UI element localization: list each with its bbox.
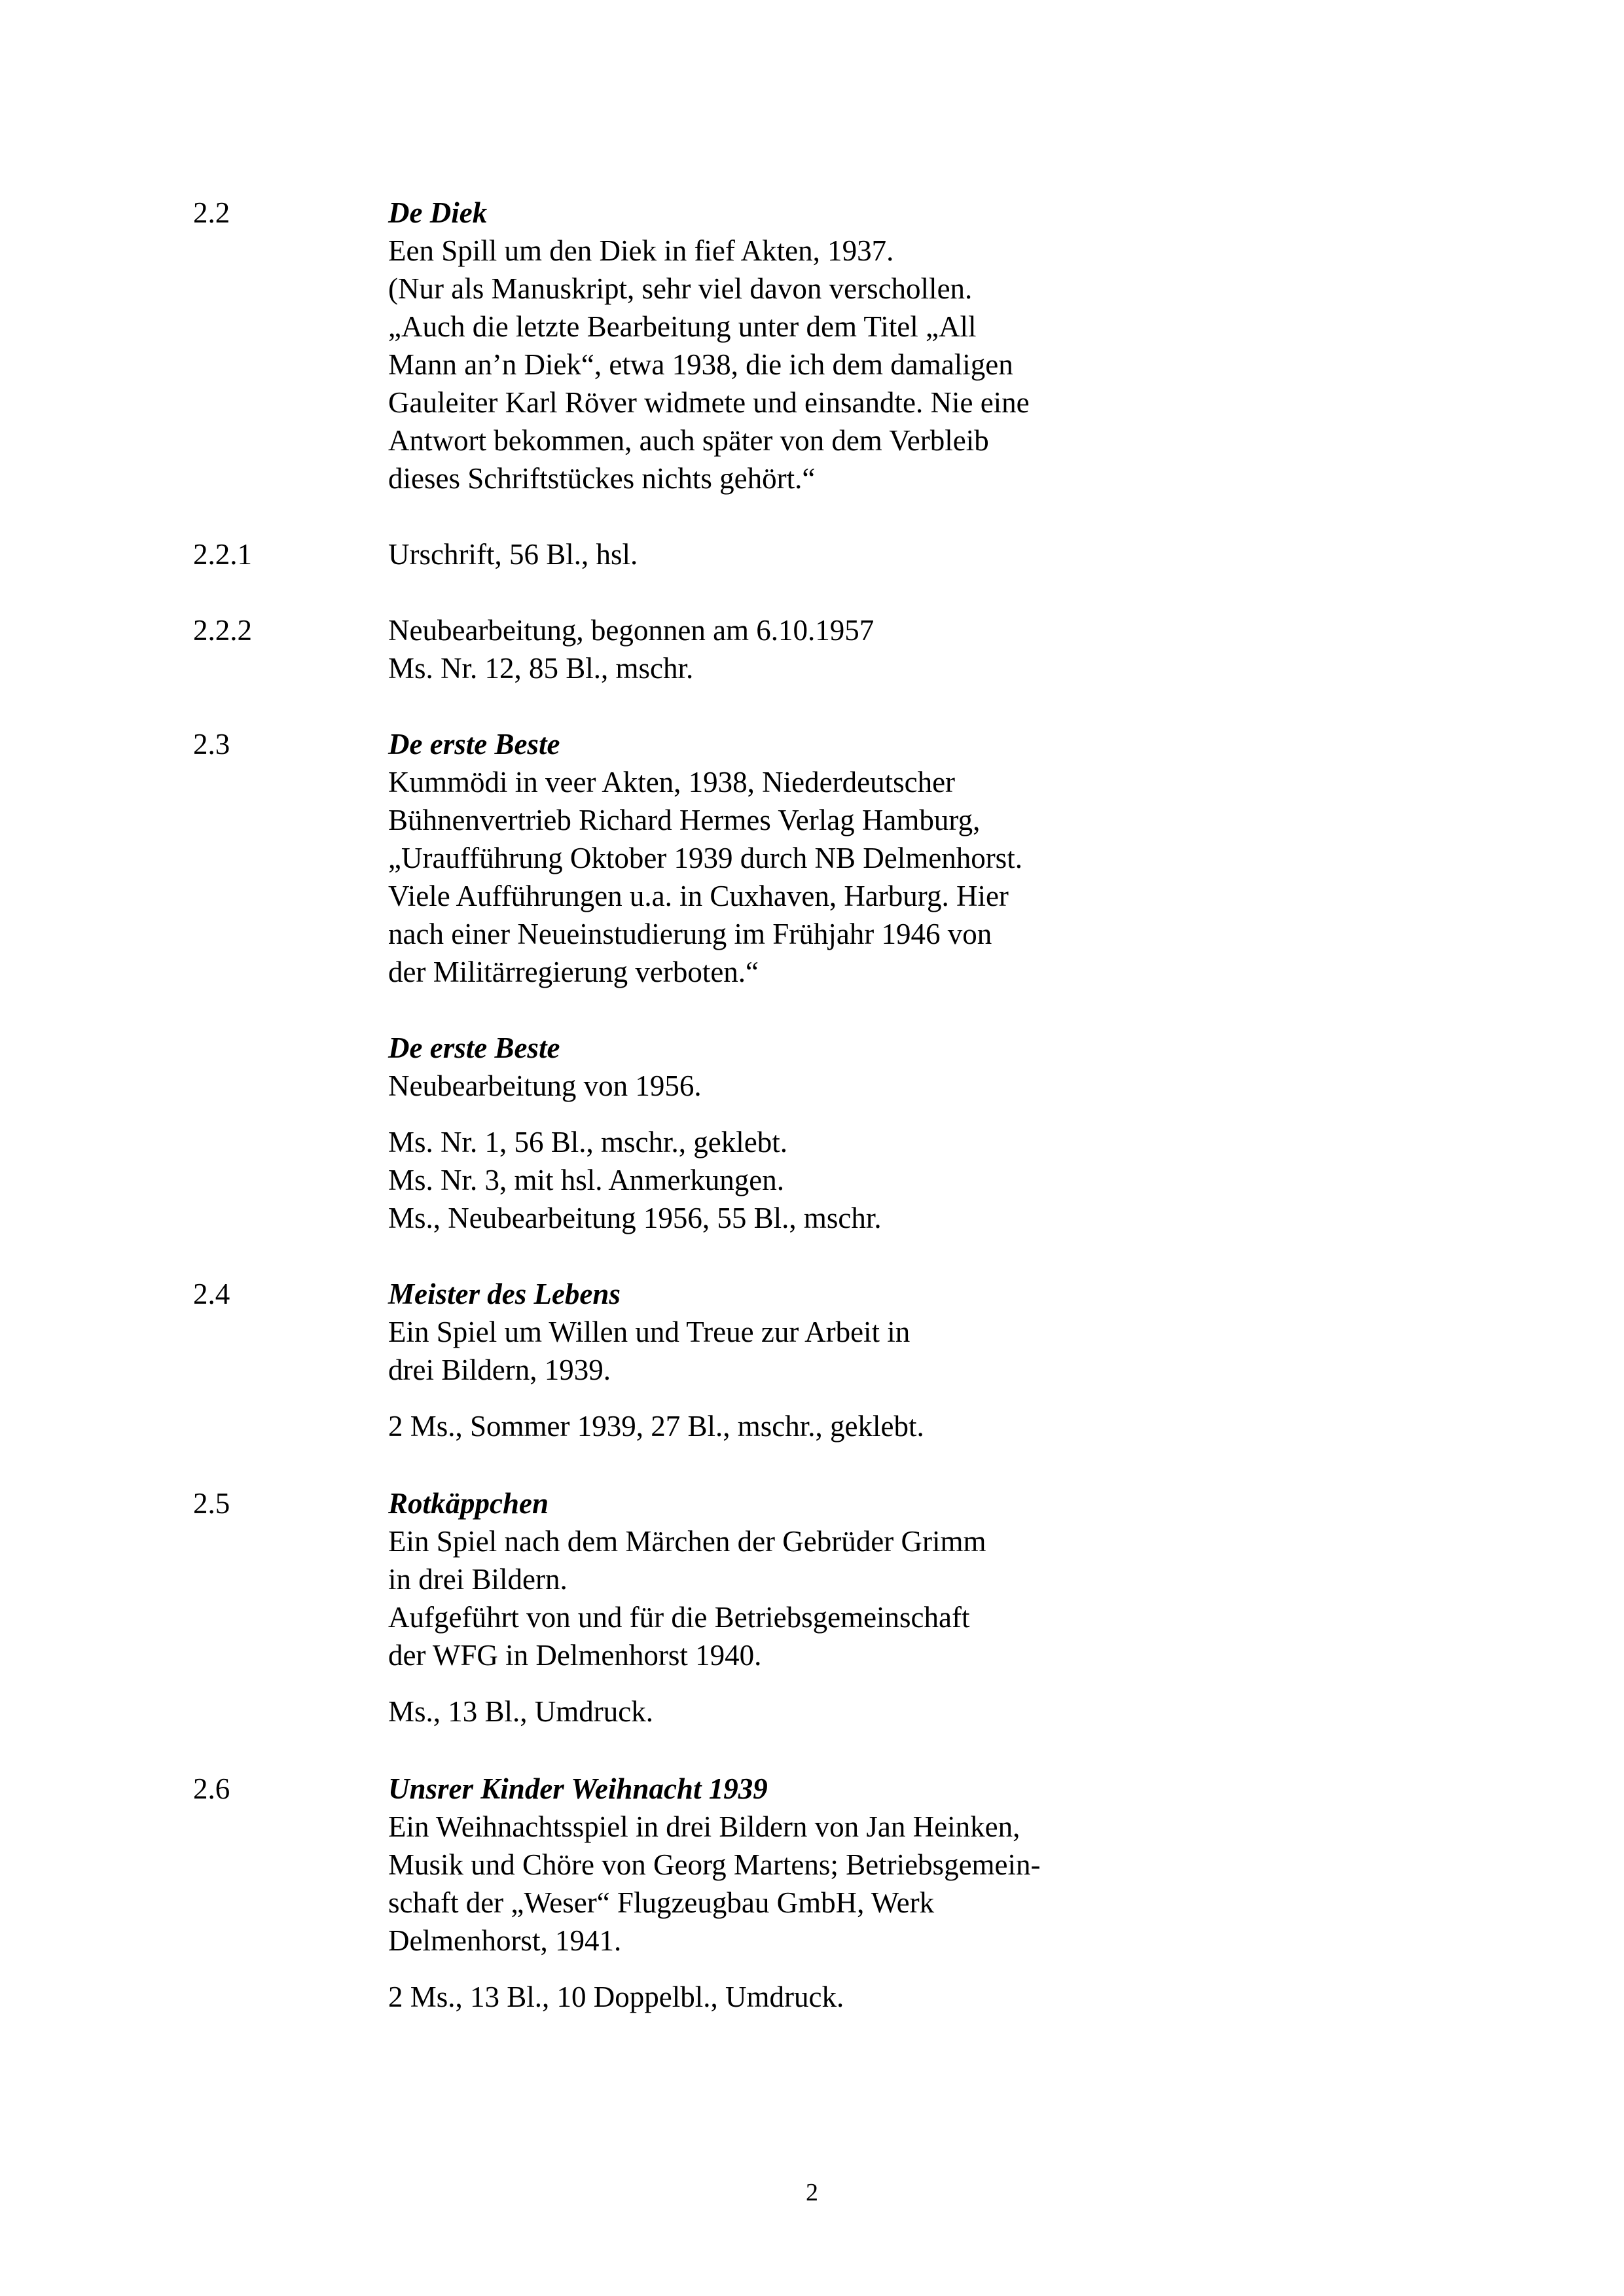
entry-body bbox=[388, 725, 1175, 1237]
entry-text-line: drei Bildern, 1939. bbox=[388, 1354, 611, 1386]
entry-text-line: nach einer Neueinstudierung im Frühjahr 1946 von bbox=[388, 918, 992, 950]
entry-text-line: (Nur als Manuskript, sehr viel davon verschollen. bbox=[388, 272, 973, 305]
entry-text-line: Ein Weihnachtsspiel in drei Bildern von Jan Heinken, bbox=[388, 1810, 1020, 1843]
catalog-entry-2-2-2 bbox=[193, 611, 1175, 687]
entry-copy-line: Ms., 13 Bl., Umdruck. bbox=[388, 1695, 653, 1728]
catalog-list bbox=[193, 194, 1175, 2016]
entry-number: 2.4 bbox=[193, 1278, 230, 1310]
entry-copy-line: 2 Ms., Sommer 1939, 27 Bl., mschr., geklebt. bbox=[388, 1410, 924, 1443]
catalog-entry-2-2-1 bbox=[193, 535, 1175, 573]
entry-copy-line: Ms. Nr. 3, mit hsl. Anmerkungen. bbox=[388, 1164, 784, 1196]
entry-text-line: „Auch die letzte Bearbeitung unter dem Titel „All bbox=[388, 310, 977, 343]
entry-text-line: Urschrift, 56 Bl., hsl. bbox=[388, 538, 638, 571]
entry-title: Meister des Lebens bbox=[388, 1278, 621, 1310]
entry-copy-line: 2 Ms., 13 Bl., 10 Doppelbl., Umdruck. bbox=[388, 1981, 844, 2013]
entry-title: Unsrer Kinder Weihnacht 1939 bbox=[388, 1772, 768, 1805]
entry-body bbox=[388, 1770, 1175, 2016]
entry-copy-line: Ms., Neubearbeitung 1956, 55 Bl., mschr. bbox=[388, 1202, 882, 1234]
entry-text-line: Bühnenvertrieb Richard Hermes Verlag Hamburg, bbox=[388, 804, 981, 836]
entry-text-line: Kummödi in veer Akten, 1938, Niederdeutscher bbox=[388, 766, 956, 798]
entry-body bbox=[388, 1275, 1175, 1445]
entry-title: De erste Beste bbox=[388, 728, 560, 761]
catalog-entry-2-4 bbox=[193, 1275, 1175, 1445]
entry-text-line: Gauleiter Karl Röver widmete und einsandte. Nie eine bbox=[388, 386, 1030, 419]
entry-text-line: in drei Bildern. bbox=[388, 1563, 568, 1596]
entry-text-line: Viele Aufführungen u.a. in Cuxhaven, Harburg. Hier bbox=[388, 880, 1009, 912]
entry-text-line: schaft der „Weser“ Flugzeugbau GmbH, Werk bbox=[388, 1886, 935, 1919]
entry-number: 2.5 bbox=[193, 1487, 230, 1520]
entry-text-line: Ein Spiel um Willen und Treue zur Arbeit in bbox=[388, 1316, 911, 1348]
entry-number: 2.6 bbox=[193, 1772, 230, 1805]
entry-body bbox=[388, 611, 1175, 687]
catalog-entry-2-6 bbox=[193, 1770, 1175, 2016]
entry-number: 2.2.1 bbox=[193, 538, 252, 571]
entry-text-line: Antwort bekommen, auch später von dem Verbleib bbox=[388, 424, 989, 457]
entry-text-line: dieses Schriftstückes nichts gehört.“ bbox=[388, 462, 816, 495]
entry-text-line: „Uraufführung Oktober 1939 durch NB Delmenhorst. bbox=[388, 842, 1022, 874]
catalog-entry-2-3 bbox=[193, 725, 1175, 1237]
entry-text-line: Neubearbeitung von 1956. bbox=[388, 1069, 702, 1102]
entry-text-line: Neubearbeitung, begonnen am 6.10.1957 bbox=[388, 614, 875, 647]
entry-number: 2.2.2 bbox=[193, 614, 252, 647]
entry-text-line: Musik und Chöre von Georg Martens; Betriebsgemein- bbox=[388, 1848, 1041, 1881]
entry-body bbox=[388, 1484, 1175, 1731]
entry-number: 2.2 bbox=[193, 196, 230, 229]
entry-text-line: Aufgeführt von und für die Betriebsgemeinschaft bbox=[388, 1601, 970, 1634]
entry-text-line: Ein Spiel nach dem Märchen der Gebrüder Grimm bbox=[388, 1525, 986, 1558]
entry-text-line: Ms. Nr. 12, 85 Bl., mschr. bbox=[388, 652, 694, 685]
entry-subtitle: De erste Beste bbox=[388, 1031, 560, 1064]
entry-title: Rotkäppchen bbox=[388, 1487, 549, 1520]
page-number: 2 bbox=[806, 2179, 818, 2206]
catalog-entry-2-5 bbox=[193, 1484, 1175, 1731]
entry-text-line: der Militärregierung verboten.“ bbox=[388, 956, 759, 988]
entry-text-line: der WFG in Delmenhorst 1940. bbox=[388, 1639, 762, 1672]
entry-body bbox=[388, 535, 1175, 573]
entry-copy-line: Ms. Nr. 1, 56 Bl., mschr., geklebt. bbox=[388, 1126, 787, 1158]
entry-number: 2.3 bbox=[193, 728, 230, 761]
entry-body bbox=[388, 194, 1175, 497]
catalog-entry-2-2 bbox=[193, 194, 1175, 497]
entry-text-line: Een Spill um den Diek in fief Akten, 1937. bbox=[388, 234, 894, 267]
entry-text-line: Delmenhorst, 1941. bbox=[388, 1924, 622, 1957]
entry-title: De Diek bbox=[388, 196, 488, 229]
entry-text-line: Mann an’n Diek“, etwa 1938, die ich dem damaligen bbox=[388, 348, 1013, 381]
